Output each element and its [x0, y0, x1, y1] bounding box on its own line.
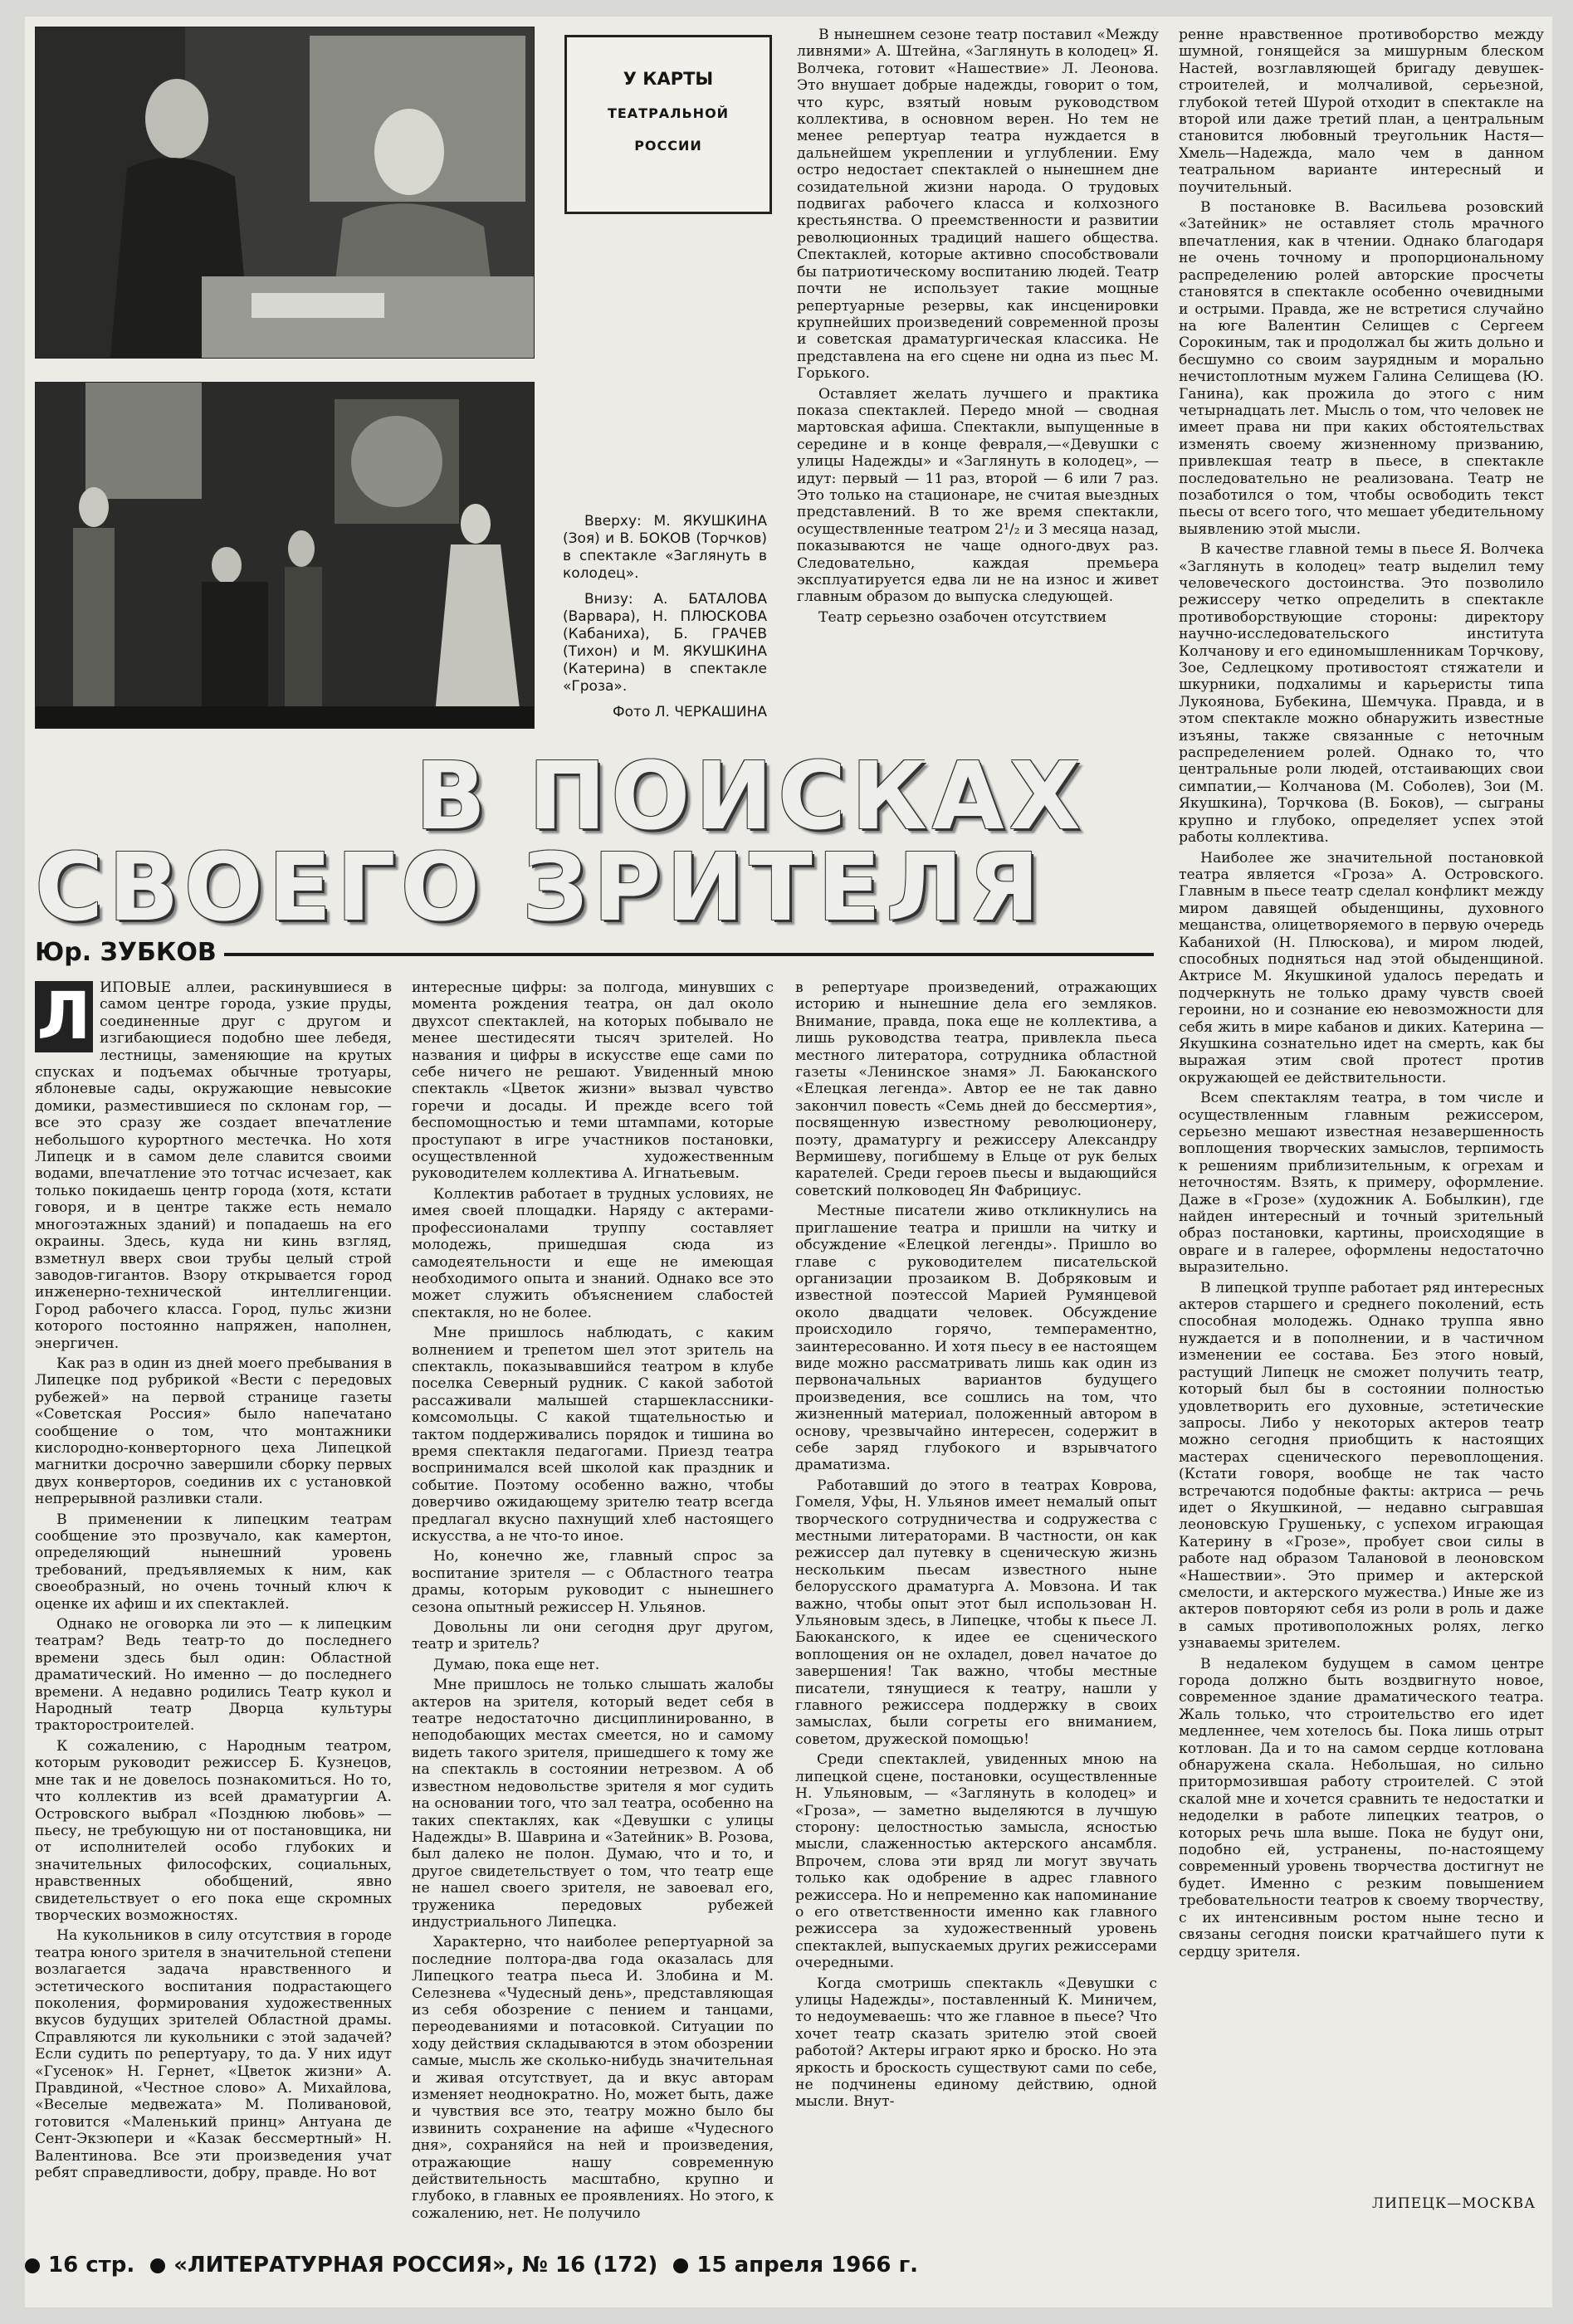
newspaper-page [25, 17, 1552, 2307]
paragraph: Мне пришлось не только слышать жалобы актеров на зрителя, который ведет себя в театре недостаточно дисциплинированно, в неподобающих местах смеется, но и самому видеть такого зрителя, пришедшего к тому же на спектакль в состоянии нетрезвом. А об известном недовольстве зрителя я мог судить на основании того, что зал театра, особенно на таких спектаклях, как «Девушки с улицы Надежды» В. Шаврина и «Затейник» В. Розова, был далеко не полон. Думаю, что и то, и другое свидетельствует о том, что театр еще не нашел своего зрителя, не завоевал его, труженика передовых рубежей индустриального Липецка. [412, 1677, 774, 1931]
paragraph: Мне пришлось наблюдать, с каким волнением и трепетом шел этот зритель на спектакль, показывавшийся театром в клубе поселка Северный рудник. С какой заботой рассаживали малышей старшеклассники-комсомольцы. С какой тщательностью и тактом поддерживались порядок и тишина во время спектакля педагогами. Приезд театра воспринимался всей школой как праздник и событие. Поэтому особенно важно, чтобы доверчиво ожидающему зрителю театр всегда предлагал вкусно пахнущий хлеб настоящего искусства, а не что-то иное. [412, 1325, 774, 1545]
paragraph: интересные цифры: за полгода, минувших с момента рождения театра, он дал около двухсот спектаклей, на которых побывало не менее шестидесяти тысяч зрителей. Но названия и цифры в искусстве еще сами по себе ничего не решают. Увиденный мною спектакль «Цветок жизни» вызвал чувство горечи и досады. И прежде всего той беспомощностью и теми штампами, которые проступают в игре участников постановки, осуществленной художественным руководителем коллектива А. Игнатьевым. [412, 979, 774, 1183]
photo-bottom [35, 382, 535, 729]
photo-top-image [36, 27, 534, 358]
paragraph: В качестве главной темы в пьесе Я. Волчека «Заглянуть в колодец» театр выделил тему человеческого достоинства. Это позволило режиссеру четко определить в спектакле противоборствующие стороны: директору научно-исследовательского института Колчанову и его единомышленникам Торчкову, Зое, Седлецкому противостоят стяжатели и шкурники, подхалимы и карьеристы типа Лукоянова, Бубекина, Шемчука. Правда, и в этом спектакле можно обнаружить известные изъяны, также связанные с неточным распределением ролей. Однако то, что центральные роли людей, отстаивающих свои симпатии,— Колчанова (М. Соболев), Зои (М. Якушкина), Торчкова (В. Боков), — сыграны крупно и глубоко, определяет успех этой работы коллектива. [1179, 541, 1544, 847]
paragraph: В постановке В. Васильева розовский «Затейник» не оставляет столь мрачного впечатления, как в чтении. Однако благодаря не очень точному и пропорциональному распределению ролей авторские просчеты становятся в спектакле особенно очевидными и острыми. Правда, же не встретися случайно на юге Валентин Селищев с Сергеем Сорокиным, так и продолжал бы жить дольно и бесшумно со своим заурядным и морально нечистоплотным мужем Галина Селищева (Ю. Ганина), как прожила до этого с ним четырнадцать лет. Мысль о том, что человек не имеет права ни при каких обстоятельствах изменять своему жизненному призванию, привлекшая театр в пьесе, в спектакле последовательно не реализована. Театр не позаботился о том, чтобы освободить текст пьесы от всего того, что мешает убедительному выявлению этой мысли. [1179, 199, 1544, 538]
paragraph: Когда смотришь спектакль «Девушки с улицы Надежды», поставленный К. Миничем, то недоумеваешь: что же главное в пьесе? Что хочет театр сказать зрителю этой своей работой? Актеры играют ярко и броско. Но эта яркость и броскость существуют сами по себе, не подчинены единому действию, одной мысли. Внут- [795, 1975, 1157, 2111]
headline-line-1: В ПОИСКАХ [415, 743, 1086, 851]
paragraph: Работавший до этого в театрах Коврова, Гомеля, Уфы, Н. Ульянов имеет немалый опыт творческого сотрудничества и содружества с местными литераторами. В частности, он как режиссер дал путевку в сценическую жизнь нескольким пьесам известного ныне белорусского драматурга А. Мовзона. И так важно, чтобы опыт этот был использован Н. Ульяновым здесь, в Липецке, чтобы к пьесе Л. Баюканского, к идее ее сценического воплощения он не охладел, довел начатое до завершения! Так важно, чтобы местные писатели, тянущиеся к театру, нашли у главного режиссера поддержку в своих замыслах, были согреты его вниманием, советом, дружеской помощью! [795, 1477, 1157, 1748]
paragraph: Характерно, что наиболее репертуарной за последние полтора-два года оказалась для Липецкого театра пьеса И. Злобина и М. Селезнева «Чудесный день», представляющая из себя обозрение с пением и танцами, переодеваниями и потасовкой. Ситуации по ходу действия складываются в этом обозрении самые, мысль же сколько-нибудь значительная и живая отсутствует, да и вкус авторам изменяет неоднократно. Но, может быть, даже и чувствия все это, театру можно было бы извинить сохранение на афише «Чудесного дня», сохраняйся на ней и произведения, отражающие нашу современную действительность масштабно, крупно и глубоко, в главных ее проявлениях. Но этого, к сожалению, нет. Не получило [412, 1934, 774, 2222]
paragraph: К сожалению, с Народным театром, которым руководит режиссер Б. Кузнецов, мне так и не довелось познакомиться. Но то, что коллектив из всей драматургии А. Островского выбрал «Позднюю любовь» — пьесу, не требующую ни от постановщика, ни от исполнителей особо глубоких и значительных философских, социальных, нравственных обобщений, явно свидетельствует о его пока еще скромных творческих возможностях. [35, 1737, 392, 1924]
caption-bottom: Внизу: А. БАТАЛОВА (Варвара), Н. ПЛЮСКОВА (Кабаниха), Б. ГРАЧЕВ (Тихон) и М. ЯКУШКИНА (Катерина) в спектакле «Гроза». [563, 591, 767, 695]
lead-text: ИПОВЫЕ аллеи, раскинувшиеся в самом центре города, узкие пруды, соединенные друг с другом и изгибающиеся подобно шее лебедя, лестницы, заменяющие на крутых спусках и подъемах обычные тротуары, яблоневые сады, окружающие невысокие домики, разместившиеся по склонам гор, — все это сразу же создает впечатление небольшого курортного местечка. Но хотя Липецк и в самом деле славится своими водами, впечатление это тотчас исчезает, как только покидаешь центр города (хотя, кстати говоря, и в центре также есть немало многоэтажных зданий) и попадаешь на его окраины. Здесь, куда ни кинь взгляд, взметнул вверх свои трубы целый строй заводов-гигантов. Взору открывается город инженерно-технической интеллигенции. Город рабочего класса. Город, пульс жизни которого постоянно напряжен, наполнен, энергичен. [35, 979, 392, 1352]
rubric-box [564, 35, 772, 214]
footer-page: 16 стр. [48, 2253, 135, 2278]
photo-top [35, 27, 535, 359]
paragraph: ренне нравственное противоборство между шумной, гонящейся за мишурным блеском Настей, возглавляющей бригаду девушек-строителей, и молчаливой, серьезной, глубокой тетей Шурой отходит в спектакле на второй или даже третий план, а центральным становится любовный треугольник Настя—Хмель—Надежда, мало чем в данном театральном варианте интересный и поучительный. [1179, 27, 1544, 196]
paragraph: В липецкой труппе работает ряд интересных актеров старшего и среднего поколений, есть способная молодежь. Однако труппа явно нуждается и в пополнении, и в частичном изменении ее состава. Без этого новый, растущий Липецк не сможет получить театр, который был бы в состоянии полностью удовлетворить его духовные, эстетические запросы. Либо у некоторых актеров театр можно сегодня приобщить к настоящих мастерах сценического перевоплощения. (Кстати говоря, вообще не так часто встречаются подобные факты: актриса — речь идет о Якушкиной, — недавно сыгравшая леоновскую Грушеньку, с успехом играющая Катерину в «Грозе», пробует свои силы в работе над образом Талановой в леоновском «Нашествии». Это пример и актерской смелости, и актерского мужества.) Иные же из актеров повторяют себя из роли в роль и даже в самых противоположных ролях, легко узнаваемы зрителем. [1179, 1279, 1544, 1653]
photo-captions [563, 513, 767, 730]
paragraph: В недалеком будущем в самом центре города должно быть воздвигнуто новое, современное здание драматического театра. Жаль только, что строительство его идет медленнее, чем хотелось бы. Пока лишь отрыт котлован. Да и то на самом сердце котлована обнаружена скала. Небольшая, но сильно притормозившая работу строителей. С этой скалой мне и хочется сравнить те недостатки и недоделки в работе липецких театров, о которых речь шла выше. Пока не будут они, подобно ей, устранены, по-настоящему современный уровень творчества достигнут не будет. Именно с резким повышением требовательности театров к своему творчеству, с их интенсивным ростом ныне тесно и связаны сегодня поиски кратчайшего пути к сердцу зрителя. [1179, 1655, 1544, 1960]
bullet-icon [150, 2258, 165, 2273]
page-footer [25, 2253, 1353, 2278]
paragraph: Думаю, пока еще нет. [433, 1656, 600, 1673]
body-column-2 [412, 979, 774, 2224]
photo-credit: Фото Л. ЧЕРКАШИНА [613, 704, 767, 720]
body-column-3 [795, 979, 1157, 2224]
bullet-icon [25, 2258, 40, 2273]
author-rule [224, 953, 1154, 956]
paragraph: Театр серьезно озабочен отсутствием [818, 608, 1106, 626]
paragraph: Однако не оговорка ли это — к липецким театрам? Ведь театр-то до последнего времени здесь был один: Областной драматический. Но именно — до последнего времени. А недавно родились Театр кукол и Народный театр Дворца культуры тракторостроителей. [35, 1616, 392, 1735]
top-column-2 [1179, 27, 1544, 2183]
top-column-1 [797, 27, 1159, 739]
footer-date: 15 апреля 1966 г. [696, 2253, 919, 2278]
paragraph: Всем спектаклям театра, в том числе и осуществленным главным режиссером, серьезно мешают известная незавершенность воплощения творческих замыслов, терпимость к решениям приблизительным, к огрехам и неточностям. Взять, к примеру, оформление. Даже в «Грозе» (художник А. Бобылкин), где найден интересный и точный зрительный образ постановки, картины, происходящие в овраге и в галерее, оформлены недостаточно выразительно. [1179, 1090, 1544, 1277]
signature: ЛИПЕЦК—МОСКВА [1371, 2195, 1536, 2212]
paragraph: в репертуаре произведений, отражающих историю и нынешние дела его земляков. Внимание, правда, пока еще не коллектива, а лишь руководства театра, привлекла пьеса местного литератора, сотрудника областной газеты «Ленинское знамя» Л. Баюканского «Елецкая легенда». Автор ее не так давно закончил повесть «Семь дней до бессмертия», посвященную известному революционеру, поэту, драматургу и режиссеру Александру Вермишеву, погибшему в Ельце от рук белых карателей. Среди героев пьесы и выдающийся советский полководец Ян Фабрициус. [795, 979, 1157, 1199]
lead-paragraph [35, 979, 392, 1352]
paragraph: Коллектив работает в трудных условиях, не имея своей площадки. Наряду с актерами-профессионалами труппу составляет молодежь, пришедшая сюда из самодеятельности и еще не имеющая необходимого опыта и знаний. Однако все это может служить объяснением слабостей спектакля, но не более. [412, 1185, 774, 1321]
footer-paper: «ЛИТЕРАТУРНАЯ РОССИЯ», № 16 (172) [173, 2253, 658, 2278]
paragraph: Но, конечно же, главный спрос за воспитание зрителя — с Областного театра драмы, которым руководит с нынешнего сезона опытный режиссер Н. Ульянов. [412, 1548, 774, 1616]
paragraph: Довольны ли они сегодня друг другом, театр и зритель? [412, 1619, 774, 1653]
paragraph: Среди спектаклей, увиденных мною на липецкой сцене, постановки, осуществленные Н. Ульяновым, — «Заглянуть в колодец» и «Гроза», — заметно выделяются в лучшую сторону: целостностью замысла, ясностью мысли, слаженностью актерского ансамбля. Впрочем, слова эти вряд ли могут звучать только как одобрение в адрес главного режиссера. Но и непременно как напоминание о его ответственности именно как главного режиссера за художественный уровень спектаклей, выпускаемых других режиссерами очередными. [795, 1751, 1157, 1972]
author-name: Юр. ЗУБКОВ [35, 938, 217, 967]
paragraph: Как раз в один из дней моего пребывания в Липецке под рубрикой «Вести с передовых рубежей» на первой странице газеты «Советская Россия» было напечатано сообщение о том, что монтажники кислородно-конверторного цеха Липецкой магнитки досрочно завершили сборку первых двух конверторов, соединив их с установкой непрерывной разливки стали. [35, 1355, 392, 1508]
headline-line-2: СВОЕГО ЗРИТЕЛЯ [35, 834, 1045, 942]
rubric-line-3: РОССИИ [634, 138, 702, 154]
paragraph: На кукольников в силу отсутствия в городе театра юного зрителя в значительной степени возлагается задача нравственного и эстетического воспитания подрастающего поколения, формирования художественных вкусов будущих зрителей Областной драмы. Справляются ли кукольники с этой задачей? Если судить по репертуару, то да. У них идут «Гусенок» Н. Гернет, «Цветок жизни» А. Правдиной, «Честное слово» А. Михайлова, «Веселые медвежата» М. Поливановой, готовится «Маленький принц» Антуана де Сент-Экзюпери и «Казак бессмертный» Н. Валентинова. Все эти произведения учат ребят справедливости, добру, правде. Но вот [35, 1927, 392, 2182]
rubric-line-2: ТЕАТРАЛЬНОЙ [607, 105, 730, 121]
bullet-icon [673, 2258, 688, 2273]
paragraph: В нынешнем сезоне театр поставил «Между ливнями» А. Штейна, «Заглянуть в колодец» Я. Волчека, готовит «Нашествие» Л. Леонова. Это внушает добрые надежды, говорит о том, что курс, взятый новым руководством коллектива, в основном верен. Но тем не менее репертуар театра нуждается в дальнейшем укреплении и углублении. Ему остро недостает спектаклей о нынешнем дне созидательной жизни народа. О трудовых подвигах рабочего класса и колхозного крестьянства. О преемственности и развитии революционных традиций нашего общества. Спектаклей, которые активно способствовали бы патриотическому воспитанию людей. Театр почти не использует такие мощные репертуарные резервы, как инсценировки крупнейших произведений современной прозы и советская драматургическая классика. Не представлена на его сцене ни одна из пьес М. Горького. [797, 27, 1159, 383]
paragraph: В применении к липецким театрам сообщение это прозвучало, как камертон, определяющий нынешний уровень требований, предъявляемых к ним, как своеобразный, но очень точный ключ к оценке их афиш и их спектаклей. [35, 1511, 392, 1613]
body-column-1 [35, 979, 392, 2224]
paragraph: Наиболее же значительной постановкой театра является «Гроза» А. Островского. Главным в пьесе театр сделал конфликт между миром давящей обыденщины, духовного мещанства, олицетворяемого в первую очередь Кабанихой (Н. Плюскова), и миром людей, способных подняться над этой обыденщиной. Актрисе М. Якушкиной удалось передать и подчеркнуть не только драму чувств своей героини, но и сознание ею невозможности для себя жить в мире кабанов и диких. Катерина — Якушкина сознательно идет на смерть, как бы выражая этим свой протест против окружающей ее действительности. [1179, 849, 1544, 1086]
paragraph: Оставляет желать лучшего и практика показа спектаклей. Передо мной — сводная мартовская афиша. Спектакли, выпущенные в середине и в конце февраля,—«Девушки с улицы Надежды» и «Заглянуть в колодец», — идут: первый — 11 раз, второй — 6 или 7 раз. Это только на стационаре, не считая выездных представлений. В то же время спектакли, осуществленные театром 2¹/₂ и 3 месяца назад, показываются не чаще одного-двух раз. Следовательно, каждая премьера эксплуатируется едва ли не на износ и живет главным образом до выпуска следующей. [797, 385, 1159, 606]
rubric-line-1: У КАРТЫ [623, 69, 714, 89]
drop-cap: Л [35, 981, 93, 1052]
photo-bottom-image [36, 383, 534, 728]
caption-top: Вверху: М. ЯКУШКИНА (Зоя) и В. БОКОВ (Торчков) в спектакле «Заглянуть в колодец». [563, 513, 767, 582]
paragraph: Местные писатели живо откликнулись на приглашение театра и пришли на читку и обсуждение «Елецкой легенды». Пришло во главе с руководителем писательской организации прозаиком В. Добряковым и известной поэтессой Марией Румянцевой около двадцати человек. Обсуждение происходило горячо, темпераментно, заинтересованно. И хотя пьесу в ее настоящем виде можно рассматривать лишь как один из первоначальных вариантов будущего произведения, все сошлись на том, что жизненный материал, положенный автором в основу, чрезвычайно интересен, содержит в себе заряд глубокого и взрывчатого драматизма. [795, 1203, 1157, 1474]
